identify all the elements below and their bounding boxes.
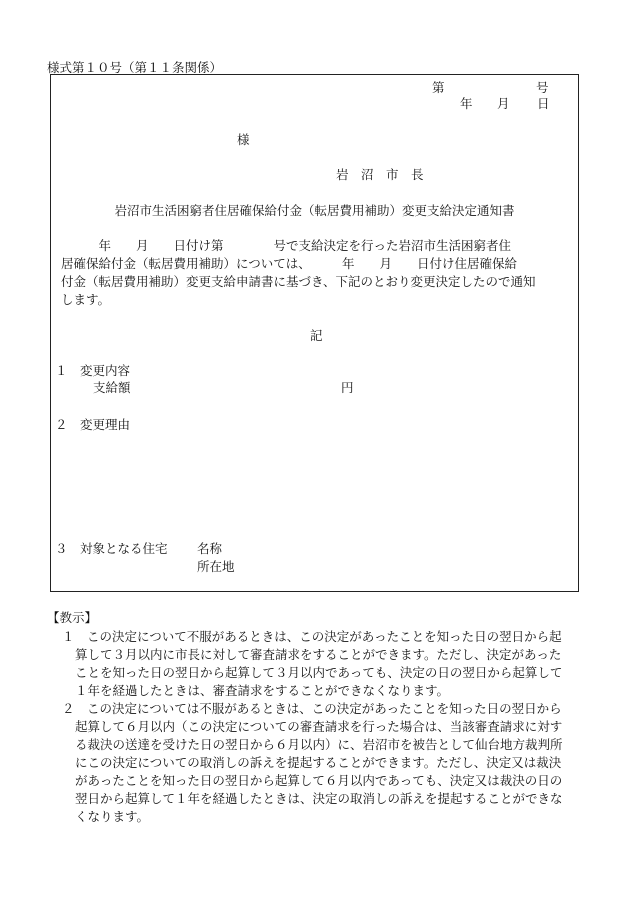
item3-name-label: 名称 — [197, 541, 223, 556]
notice-line: る裁決の送達を受けた日の翌日から６月以内）に、岩沼市を被告として仙台地方裁判所 — [75, 737, 563, 752]
date-month: 月 — [497, 96, 510, 111]
body-line: 付金（転居費用補助）変更支給申請書に基づき、下記のとおり変更決定したので通知 — [61, 274, 536, 289]
body-line: します。 — [61, 292, 111, 307]
item1-unit: 円 — [341, 380, 354, 395]
item1-label: １ 変更内容 — [55, 363, 131, 378]
doc-title: 岩沼市生活困窮者住居確保給付金（転居費用補助）変更支給決定通知書 — [114, 203, 515, 218]
date-day: 日 — [537, 96, 550, 111]
notice-line: 起算して６月以内（この決定についての審査請求を行った場合は、当該審査請求に対す — [75, 719, 563, 734]
notice-line: 翌日から起算して１年を経過したときは、決定の取消しの訴えを提起することができな — [75, 791, 563, 806]
item3-label: ３ 対象となる住宅 — [55, 541, 168, 556]
notice-line: ２ この決定については不服があるときは、この決定があったことを知った日の翌日から — [62, 701, 562, 716]
notice-line: 算して３月以内に市長に対して審査請求をすることができます。ただし、決定があった — [75, 647, 562, 662]
notice-line: くなります。 — [75, 809, 150, 824]
body-line: 年 月 日付け第 号で支給決定を行った岩沼市生活困窮者住 — [61, 238, 512, 253]
form-label: 様式第１０号（第１１条関係） — [47, 60, 223, 75]
notice-line: があったことを知った日の翌日から起算して６月以内であっても、決定又は裁決の日の — [75, 773, 563, 788]
date-year: 年 — [460, 96, 473, 111]
notice-heading: 【教示】 — [47, 610, 98, 625]
doc-number-suffix: 号 — [536, 80, 549, 95]
body-line: 居確保給付金（転居費用補助）については、 年 月 日付け住居確保給 — [61, 256, 518, 271]
notice-line: １年を経過したときは、審査請求をすることができなくなります。 — [75, 683, 450, 698]
issuer: 岩 沼 市 長 — [336, 167, 424, 182]
notice-form-frame — [50, 74, 579, 592]
notice-line: ことを知った日の翌日から起算して３月以内であっても、決定の日の翌日から起算して — [75, 665, 563, 680]
ki-heading: 記 — [310, 328, 323, 343]
doc-number-prefix: 第 — [432, 80, 445, 95]
notice-line: にこの決定についての取消しの訴えを提起することができます。ただし、決定又は裁決 — [75, 755, 562, 770]
item2-label: ２ 変更理由 — [55, 417, 131, 432]
addressee-suffix: 様 — [237, 132, 250, 147]
item1-sub-label: 支給額 — [93, 380, 131, 395]
notice-line: １ この決定について不服があるときは、この決定があったことを知った日の翌日から起 — [62, 629, 562, 644]
item3-address-label: 所在地 — [197, 559, 235, 574]
